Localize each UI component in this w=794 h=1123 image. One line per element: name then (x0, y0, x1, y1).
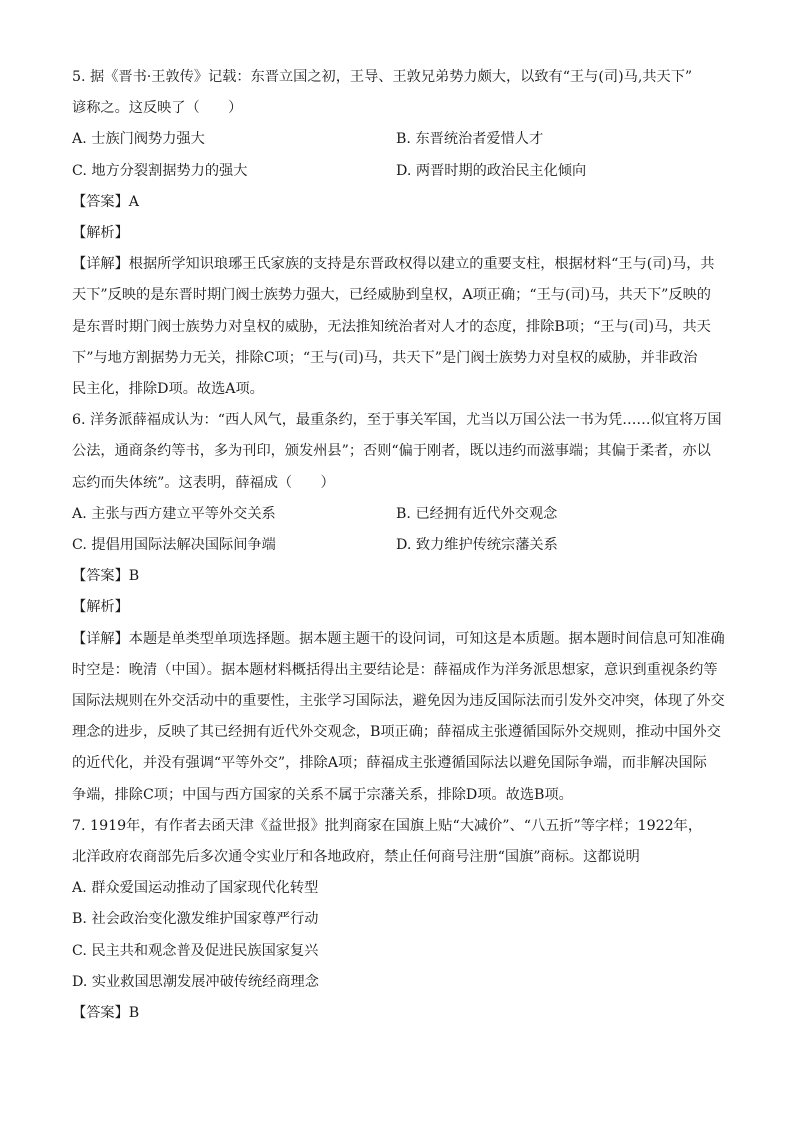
q5-detail-line-1: 【详解】根据所学知识琅琊王氏家族的支持是东晋政权得以建立的重要支柱，根据材料“王与(司)马，共 (72, 256, 715, 273)
q7-answer: 【答案】B (72, 1005, 140, 1022)
q7-option-b: B. 社会政治变化激发维护国家尊严行动 (72, 911, 319, 928)
q6-detail-line-2: 时空是：晚清（中国）。据本题材料概括得出主要结论是：薛福成作为洋务派思想家，意识到重视条约等 (72, 661, 718, 678)
question-5 (72, 62, 722, 405)
q5-options-row-2 (72, 156, 722, 187)
q6-stem-line-2: 公法，通商条约等书，多为刊印，颁发州县”；否则“偏于刚者，既以违约而滋事端；其偏于柔者，亦以 (72, 443, 711, 460)
q5-stem-line-1: 5. 据《晋书·王敦传》记载：东晋立国之初，王导、王敦兄弟势力颇大，以致有“王与(司)马,共天下” (72, 69, 693, 85)
q7-option-a: A. 群众爱国运动推动了国家现代化转型 (72, 880, 319, 897)
q6-options-row-2 (72, 530, 722, 561)
q5-detail-line-3: 是东晋时期门阀士族势力对皇权的威胁，无法推知统治者对人才的态度，排除B项；“王与(司)马，共天 (72, 318, 711, 335)
q5-analysis-label: 【解析】 (72, 225, 129, 242)
q6-analysis-label: 【解析】 (72, 599, 129, 616)
q6-option-d: D. 致力维护传统宗藩关系 (396, 537, 558, 554)
q6-option-a: A. 主张与西方建立平等外交关系 (72, 505, 276, 522)
q5-answer: 【答案】A (72, 193, 139, 210)
q5-option-d: D. 两晋时期的政治民主化倾向 (396, 162, 587, 179)
q6-option-c: C. 提倡用国际法解决国际间争端 (72, 537, 276, 554)
question-6 (72, 405, 725, 811)
q6-detail-line-6: 争端，排除C项；中国与西方国家的关系不属于宗藩关系，排除D项。故选B项。 (72, 786, 573, 803)
q6-detail-line-3: 国际法规则在外交活动中的重要性，主张学习国际法，避免因为违反国际法而引发外交冲突，体现了外交 (72, 693, 725, 710)
q6-stem-line-3: 忘约而失体统”。这表明，薛福成（ ） (72, 474, 335, 491)
q5-stem-line-2: 谚称之。这反映了（ ） (72, 100, 243, 117)
q5-detail-line-4: 下”与地方割据势力无关，排除C项；“王与(司)马，共天下”是门阀士族势力对皇权的威胁，并非政治 (72, 349, 698, 366)
q7-option-c: C. 民主共和观念普及促进民族国家复兴 (72, 942, 319, 959)
q5-option-c: C. 地方分裂割据势力的强大 (72, 162, 248, 179)
q5-option-a: A. 士族门阀势力强大 (72, 131, 205, 148)
q6-detail-line-5: 的近代化，并没有强调“平等外交”，排除A项；薛福成主张遵循国际法以避免国际争端，而非解决国际 (72, 755, 707, 772)
q5-detail-line-2: 天下”反映的是东晋时期门阀士族势力强大，已经威胁到皇权，A项正确；“王与(司)马，共天下”反映的 (72, 287, 711, 304)
q6-option-b: B. 已经拥有近代外交观念 (396, 505, 558, 522)
document-page (72, 62, 725, 1029)
q6-answer: 【答案】B (72, 568, 140, 585)
q6-detail-line-1: 【详解】本题是单类型单项选择题。据本题主题干的设问词，可知这是本质题。据本题时间信息可知准确 (72, 630, 725, 647)
q7-option-d: D. 实业救国思潮发展冲破传统经商理念 (72, 973, 319, 990)
q6-stem-line-1: 6. 洋务派薛福成认为：“西人风气，最重条约，至于事关军国，尤当以万国公法一书为凭……似宜将万国 (72, 412, 722, 429)
q6-options-row-1 (72, 499, 722, 530)
q7-stem-line-1: 7. 1919年，有作者去函天津《益世报》批判商家在国旗上贴“大减价”、“八五折”等字样；1922年， (72, 817, 703, 834)
q7-stem-line-2: 北洋政府农商部先后多次通令实业厅和各地政府，禁止任何商号注册“国旗”商标。这都说明 (72, 849, 640, 866)
question-7 (72, 811, 722, 1029)
q5-options-row-1 (72, 124, 722, 155)
q5-option-b: B. 东晋统治者爱惜人才 (396, 131, 544, 148)
q6-detail-line-4: 理念的进步，反映了其已经拥有近代外交观念，B项正确；薛福成主张遵循国际外交规则，推动中国外交 (72, 724, 721, 741)
q5-detail-line-5: 民主化，排除D项。故选A项。 (72, 381, 264, 398)
